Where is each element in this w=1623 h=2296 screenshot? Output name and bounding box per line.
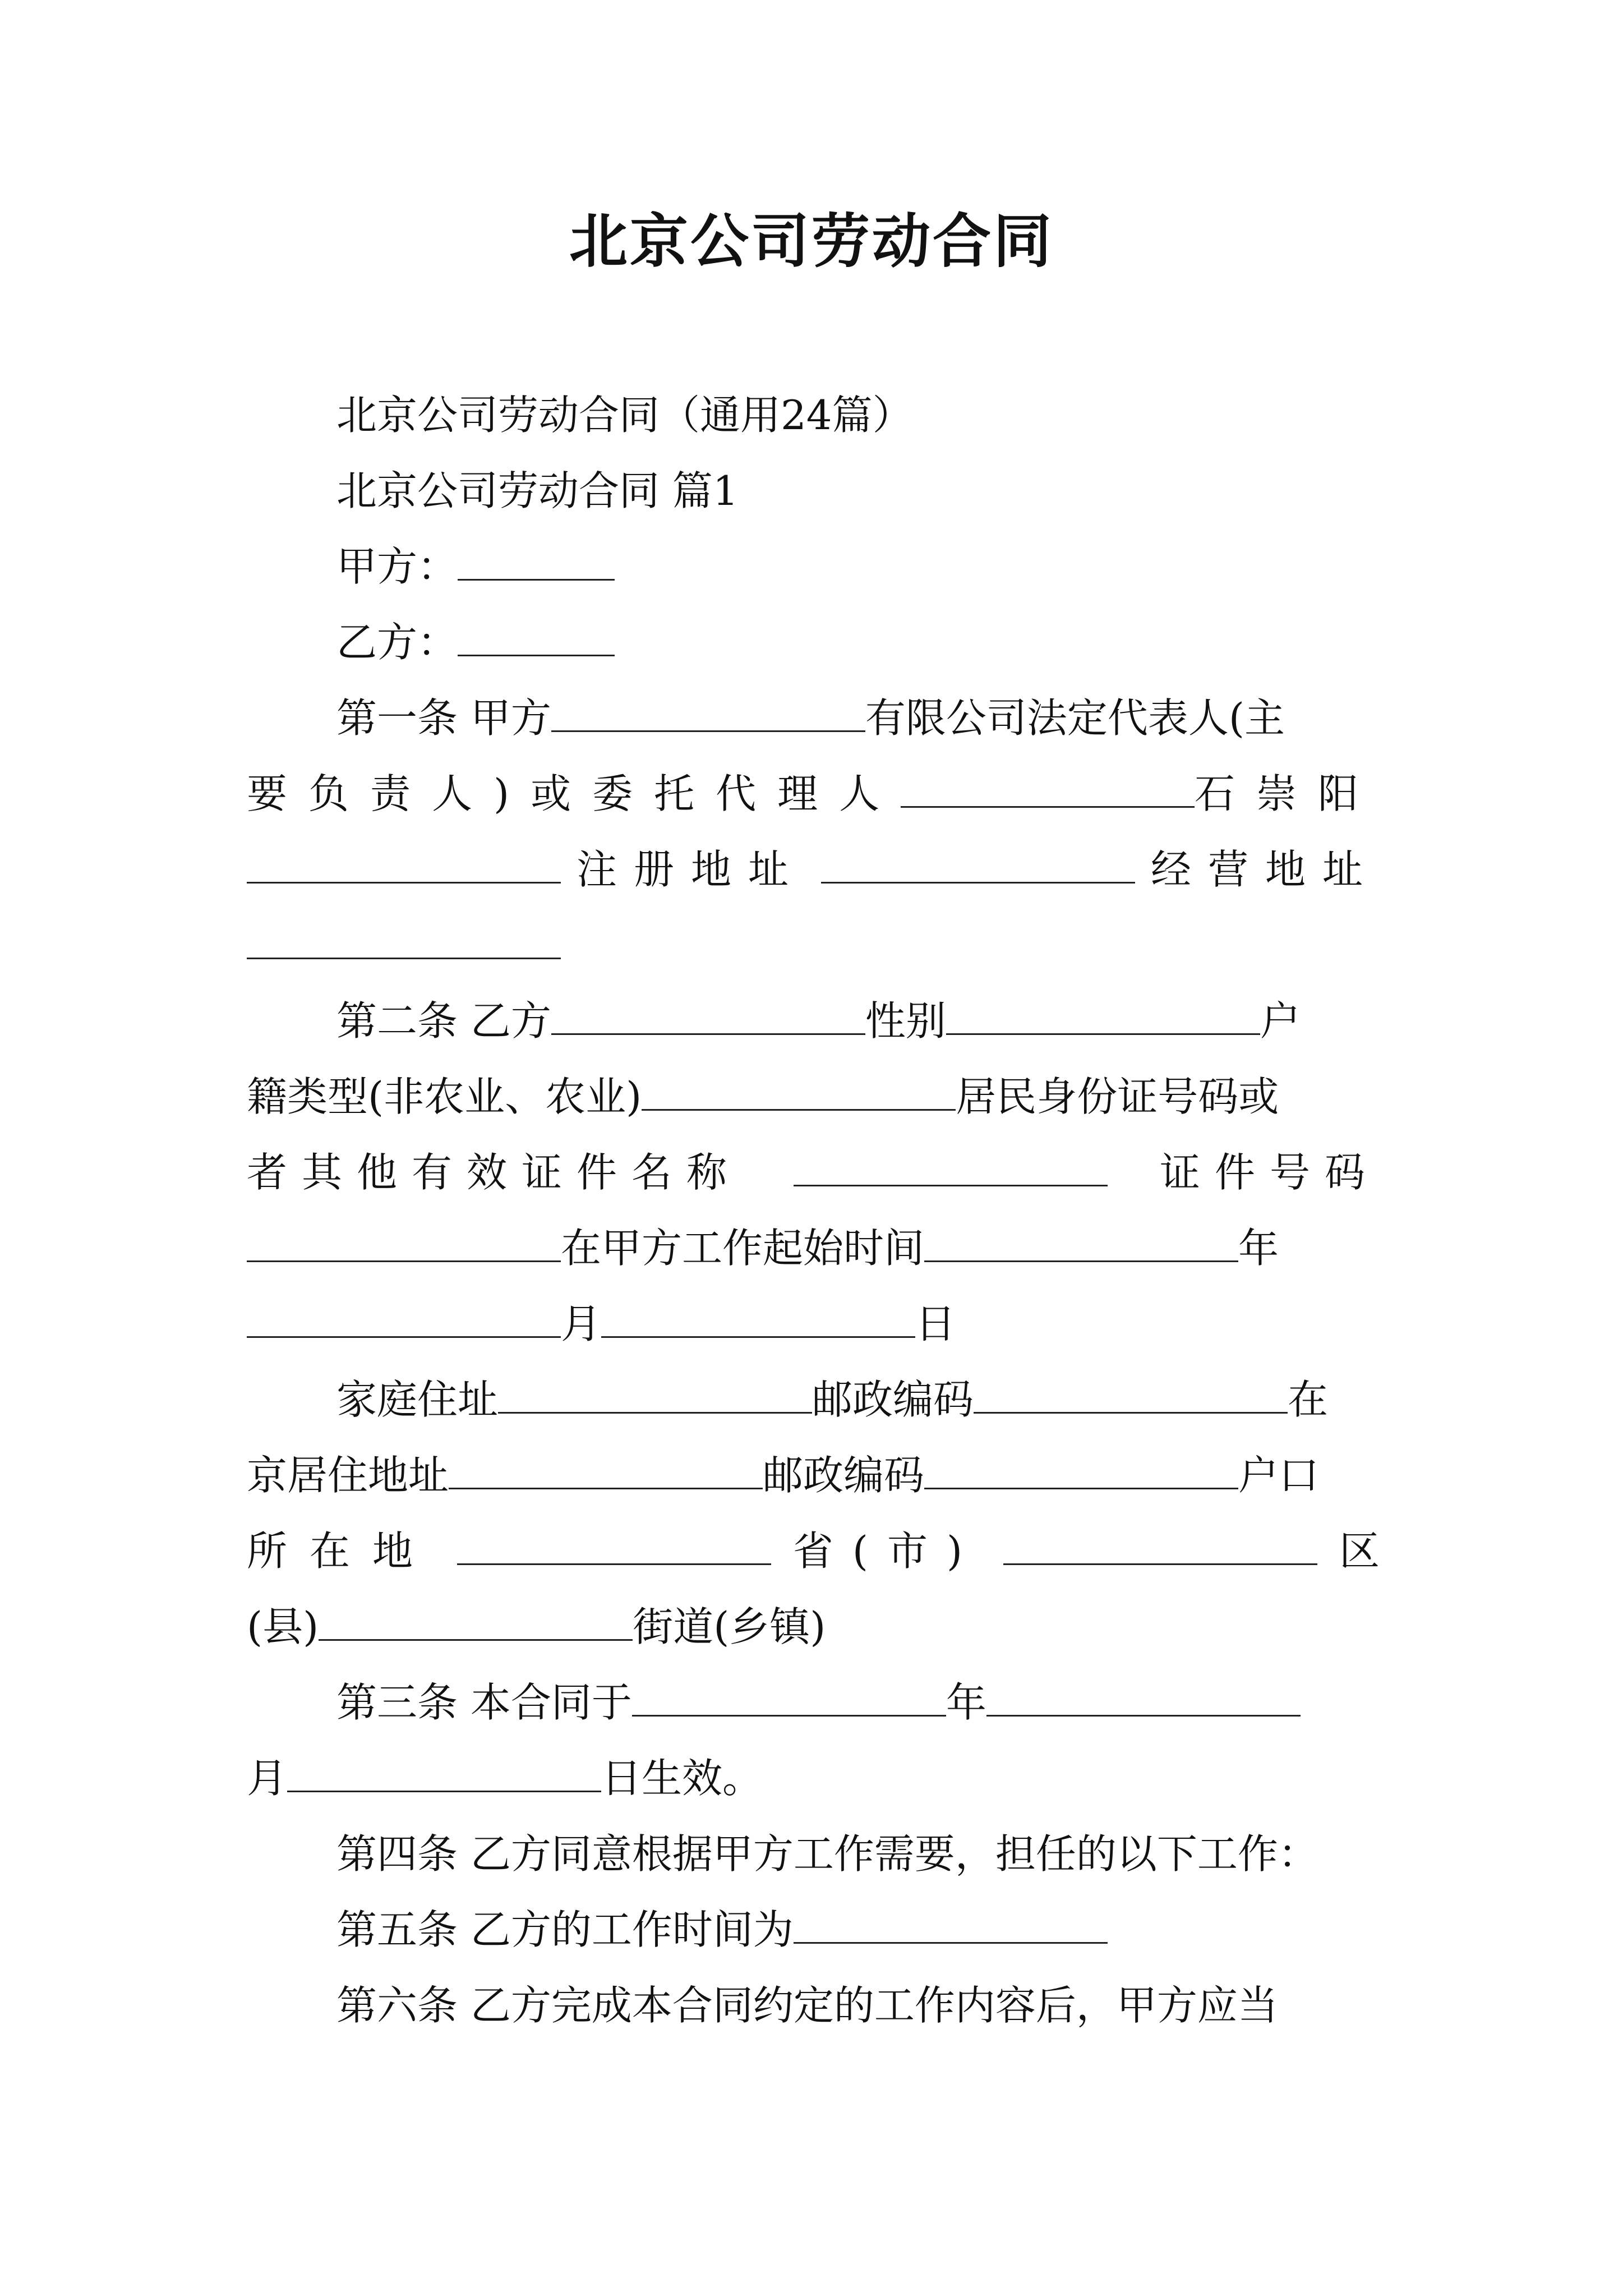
party-b-name-blank[interactable] [551, 994, 865, 1035]
article-4: 第四条 乙方同意根据甲方工作需要，担任的以下工作： [336, 1830, 1318, 1878]
effective-year-blank[interactable] [632, 1676, 946, 1717]
household-type-label: 籍类型(非农业、农业) [247, 1073, 642, 1120]
party-b-label: 乙方： [336, 619, 458, 666]
article-5-text: 第五条 乙方的工作时间为 [336, 1906, 794, 1953]
party-a-label: 甲方： [336, 543, 458, 590]
other-id-label: 者其他有效证件名称 [247, 1149, 742, 1196]
beijing-address-blank[interactable] [449, 1448, 763, 1489]
hukou-label: 户口 [1238, 1452, 1320, 1499]
home-address-label: 家庭住址 [336, 1376, 499, 1423]
business-address-blank[interactable] [247, 918, 561, 959]
effective-day-blank[interactable] [287, 1751, 601, 1792]
company-name-blank[interactable] [551, 691, 865, 732]
province-label: 省(市) [792, 1527, 982, 1575]
article-1-text: 要负责人)或委托代理人 [247, 770, 901, 817]
registered-address-blank[interactable] [821, 843, 1135, 884]
party-b-blank[interactable] [458, 615, 615, 656]
address-text: 在 [1288, 1376, 1329, 1423]
county-label: (县) [247, 1603, 319, 1650]
article-3-line-1 [336, 1669, 1380, 1736]
district-label: 区 [1339, 1527, 1380, 1575]
party-a-blank[interactable] [458, 540, 615, 581]
province-blank[interactable] [457, 1524, 771, 1565]
article-3-text: 第三条 本合同于 [336, 1679, 632, 1726]
start-time-label: 在甲方工作起始时间 [561, 1225, 925, 1272]
start-day-blank[interactable] [601, 1297, 915, 1338]
address-line-4 [247, 1593, 1380, 1660]
address-line-1 [336, 1366, 1380, 1433]
article-2-line-4 [247, 1214, 1380, 1282]
start-year-blank[interactable] [924, 1221, 1238, 1262]
id-no-label: 证件号码 [1159, 1149, 1380, 1196]
article-1-line-2 [247, 760, 1380, 827]
year-label: 年 [1238, 1225, 1279, 1272]
id-number-label: 居民身份证号码或 [956, 1073, 1279, 1120]
address-line-2 [247, 1442, 1380, 1509]
business-address-label: 经营地址 [1150, 846, 1380, 893]
month-label: 月 [247, 1755, 288, 1802]
agent-name: 石崇阳 [1194, 770, 1380, 817]
article-6: 第六条 乙方完成本合同约定的工作内容后，甲方应当 [336, 1982, 1278, 2029]
day-label: 日 [915, 1300, 956, 1347]
year-label: 年 [946, 1679, 986, 1726]
article-1-text: 有限公司法定代表人(主 [865, 694, 1285, 742]
article-1-line-1 [336, 684, 1380, 752]
work-hours-blank[interactable] [794, 1903, 1108, 1944]
month-label: 月 [561, 1300, 602, 1347]
agent-blank-cont[interactable] [247, 843, 561, 884]
home-address-blank[interactable] [498, 1373, 812, 1414]
effective-month-blank[interactable] [986, 1676, 1301, 1717]
article-2-line-2 [247, 1063, 1380, 1130]
article-2-line-1 [336, 987, 1380, 1055]
home-postcode-blank[interactable] [974, 1373, 1288, 1414]
part-heading: 北京公司劳动合同 篇1 [336, 467, 739, 514]
article-2-text: 户 [1260, 997, 1301, 1045]
beijing-postcode-blank[interactable] [924, 1448, 1238, 1489]
article-2-line-3 [247, 1139, 1380, 1206]
article-5 [336, 1896, 1380, 1963]
id-no-blank[interactable] [247, 1221, 561, 1262]
household-type-blank[interactable] [642, 1070, 956, 1111]
party-a-line [336, 533, 1380, 600]
district-blank[interactable] [1003, 1524, 1317, 1565]
agent-blank[interactable] [901, 767, 1195, 808]
location-label: 所在地 [247, 1527, 436, 1575]
registered-address-label: 注册地址 [576, 846, 805, 893]
gender-blank[interactable] [946, 994, 1260, 1035]
article-3-line-2 [247, 1745, 1380, 1812]
beijing-address-label: 京居住地址 [247, 1452, 449, 1499]
subtitle: 北京公司劳动合同（通用24篇） [336, 392, 913, 439]
article-2-line-5 [247, 1290, 1380, 1358]
article-1-line-4 [247, 912, 1380, 979]
address-line-3 [247, 1517, 1380, 1585]
other-id-blank[interactable] [794, 1145, 1108, 1186]
article-3-text: 日生效。 [601, 1755, 763, 1802]
document-title: 北京公司劳动合同 [569, 206, 1054, 275]
postcode-label: 邮政编码 [763, 1452, 925, 1499]
street-label: 街道(乡镇) [633, 1603, 826, 1650]
postcode-label: 邮政编码 [812, 1376, 974, 1423]
street-blank[interactable] [319, 1600, 633, 1641]
article-1-text: 第一条 甲方 [336, 694, 551, 742]
gender-label: 性别 [865, 997, 946, 1045]
article-1-line-3 [247, 836, 1380, 903]
start-month-blank[interactable] [247, 1297, 561, 1338]
party-b-line [336, 609, 1380, 676]
article-2-text: 第二条 乙方 [336, 997, 551, 1045]
